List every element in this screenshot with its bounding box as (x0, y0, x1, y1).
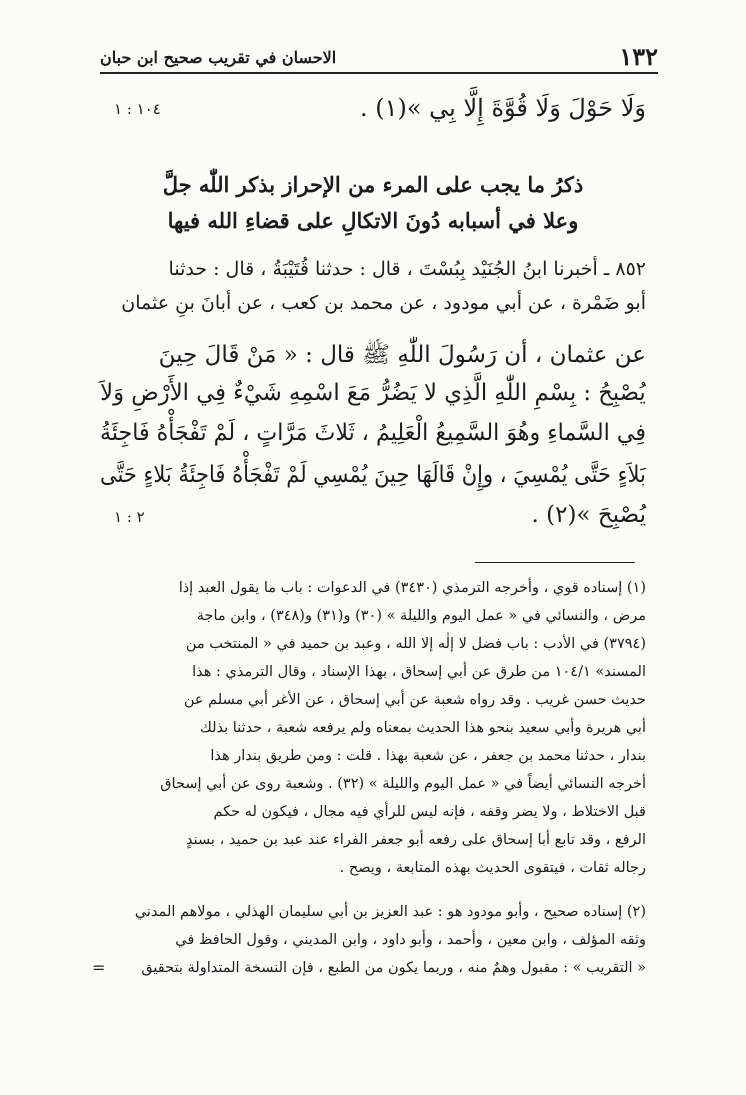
footnote-2-line: « التقريب » : مقبول وهمٌ منه ، وربما يكون من الطبع ، فإن النسخة المتداولة بتحقيق (141, 960, 646, 976)
running-title: الاحسان في تقريب صحيح ابن حبان (100, 48, 337, 67)
hadith-text-line-1: عن عثمان ، أن رَسُولَ اللّٰهِ ﷺ قال : « مَنْ قَالَ حِينَ (158, 342, 646, 368)
footnote-1-line: حديث حسن غريب . وقد رواه شعبة عن أبي إسحاق ، عن الأغر أبي مسلم عن (183, 692, 646, 708)
isnad-line-1: ٨٥٢ ـ أخبرنا ابنُ الجُنَيْد بِبُسْتَ ، قال : حدثنا قُتَيْبَةُ ، قال : حدثنا (168, 258, 646, 280)
footnote-1-line: (٣٧٩٤) في الأدب : باب فضل لا إلٰه إلا الله ، وعبد بن حميد في « المنتخب من (185, 636, 646, 652)
footnote-1-line: قبل الاختلاط ، ولا يضر وقفه ، فإنه ليس للرأي فيه مجال ، فيكون له حكم (213, 804, 646, 820)
chapter-heading-line-1: ذكرُ ما يجب على المرء من الإحراز بذكر اللّٰه جلَّ (162, 172, 584, 197)
page-number: ١٣٢ (619, 42, 658, 71)
footnote-1-line: رجاله ثقات ، فيتقوى الحديث بهذه المتابعة ، ويصح . (339, 860, 646, 876)
hadith-text-line-5: يُصْبِحَ »(٢) . (531, 502, 646, 528)
hadith-reference: ٢ : ١ (114, 508, 145, 526)
footnote-1-line: الرفع ، وقد تابع أبا إسحاق على رفعه أبو جعفر الفراء عند عبد بن حميد ، بسندٍ (186, 832, 646, 848)
page-header (100, 40, 658, 74)
hadith-text-line-4: بَلاَءٍ حَتَّى يُمْسِيَ ، وإِنْ قَالَهَا حِينَ يُمْسِي لَمْ تَفْجَأْهُ فَاجِئَةُ بَلاءٍ حَتَّى (100, 462, 646, 488)
isnad-line-2: أبو ضَمْرة ، عن أبي مودود ، عن محمد بن كعب ، عن أبانَ بنِ عثمان (121, 292, 646, 314)
previous-hadith-reference: ١٠٤ : ١ (114, 100, 161, 118)
header-rule (100, 72, 658, 74)
previous-hadith-ending: وَلَا حَوْلَ وَلَا قُوَّةَ إِلَّا بِي »(١) . (359, 94, 646, 122)
footnote-1-line: المسند» ١٠٤/١ من طرق عن أبي إسحاق ، بهذا الإسناد ، وقال الترمذي : هذا (192, 664, 646, 680)
footnote-1-line: مرض ، والنسائي في « عمل اليوم والليلة » (٣٠) و(٣١) و(٣٤٨) ، وابن ماجة (196, 608, 646, 624)
footnote-1-line: أخرجه النسائي أيضاً في « عمل اليوم والليلة » (٣٢) . وشعبة روى عن أبي إسحاق (160, 776, 646, 792)
footnote-1-line: (١) إسناده قوي ، وأخرجه الترمذي (٣٤٣٠) في الدعوات : باب ما يقول العبد إذا (178, 580, 646, 596)
footnote-2-line: (٢) إسناده صحيح ، وأبو مودود هو : عبد العزيز بن أبي سليمان الهذلي ، مولاهم المدني (134, 904, 646, 920)
footnote-separator (475, 562, 635, 563)
footnote-1-line: بندار ، حدثنا محمد بن جعفر ، عن شعبة بهذا . قلت : ومن طريق بندار هذا (210, 748, 646, 764)
continuation-mark: = (92, 958, 106, 977)
hadith-text-line-3: فِي السَّماءِ وهُوَ السَّمِيعُ الْعَلِيمُ ، ثَلاثَ مَرَّاتٍ ، لَمْ تَفْجَأْهُ فَاجِئَةُ (100, 420, 646, 446)
footnote-2-line: وثقه المؤلف ، وابن معين ، وأحمد ، وأبو داود ، وابن المديني ، وقول الحافظ في (175, 932, 646, 948)
hadith-text-line-2: يُصْبِحُ : بِسْمِ اللّٰهِ الَّذِي لا يَضُرُّ مَعَ اسْمِهِ شَيْءٌ فِي الأَرْضِ وَلاَ (100, 380, 646, 406)
chapter-heading-line-2: وعلا في أسبابه دُونَ الاتكالِ على قضاءِ الله فيها (167, 208, 579, 233)
footnote-1-line: أبي هريرة وأبي سعيد بنحو هذا الحديث بمعناه ولم يرفعه شعبة ، حدثنا بذلك (199, 720, 646, 736)
